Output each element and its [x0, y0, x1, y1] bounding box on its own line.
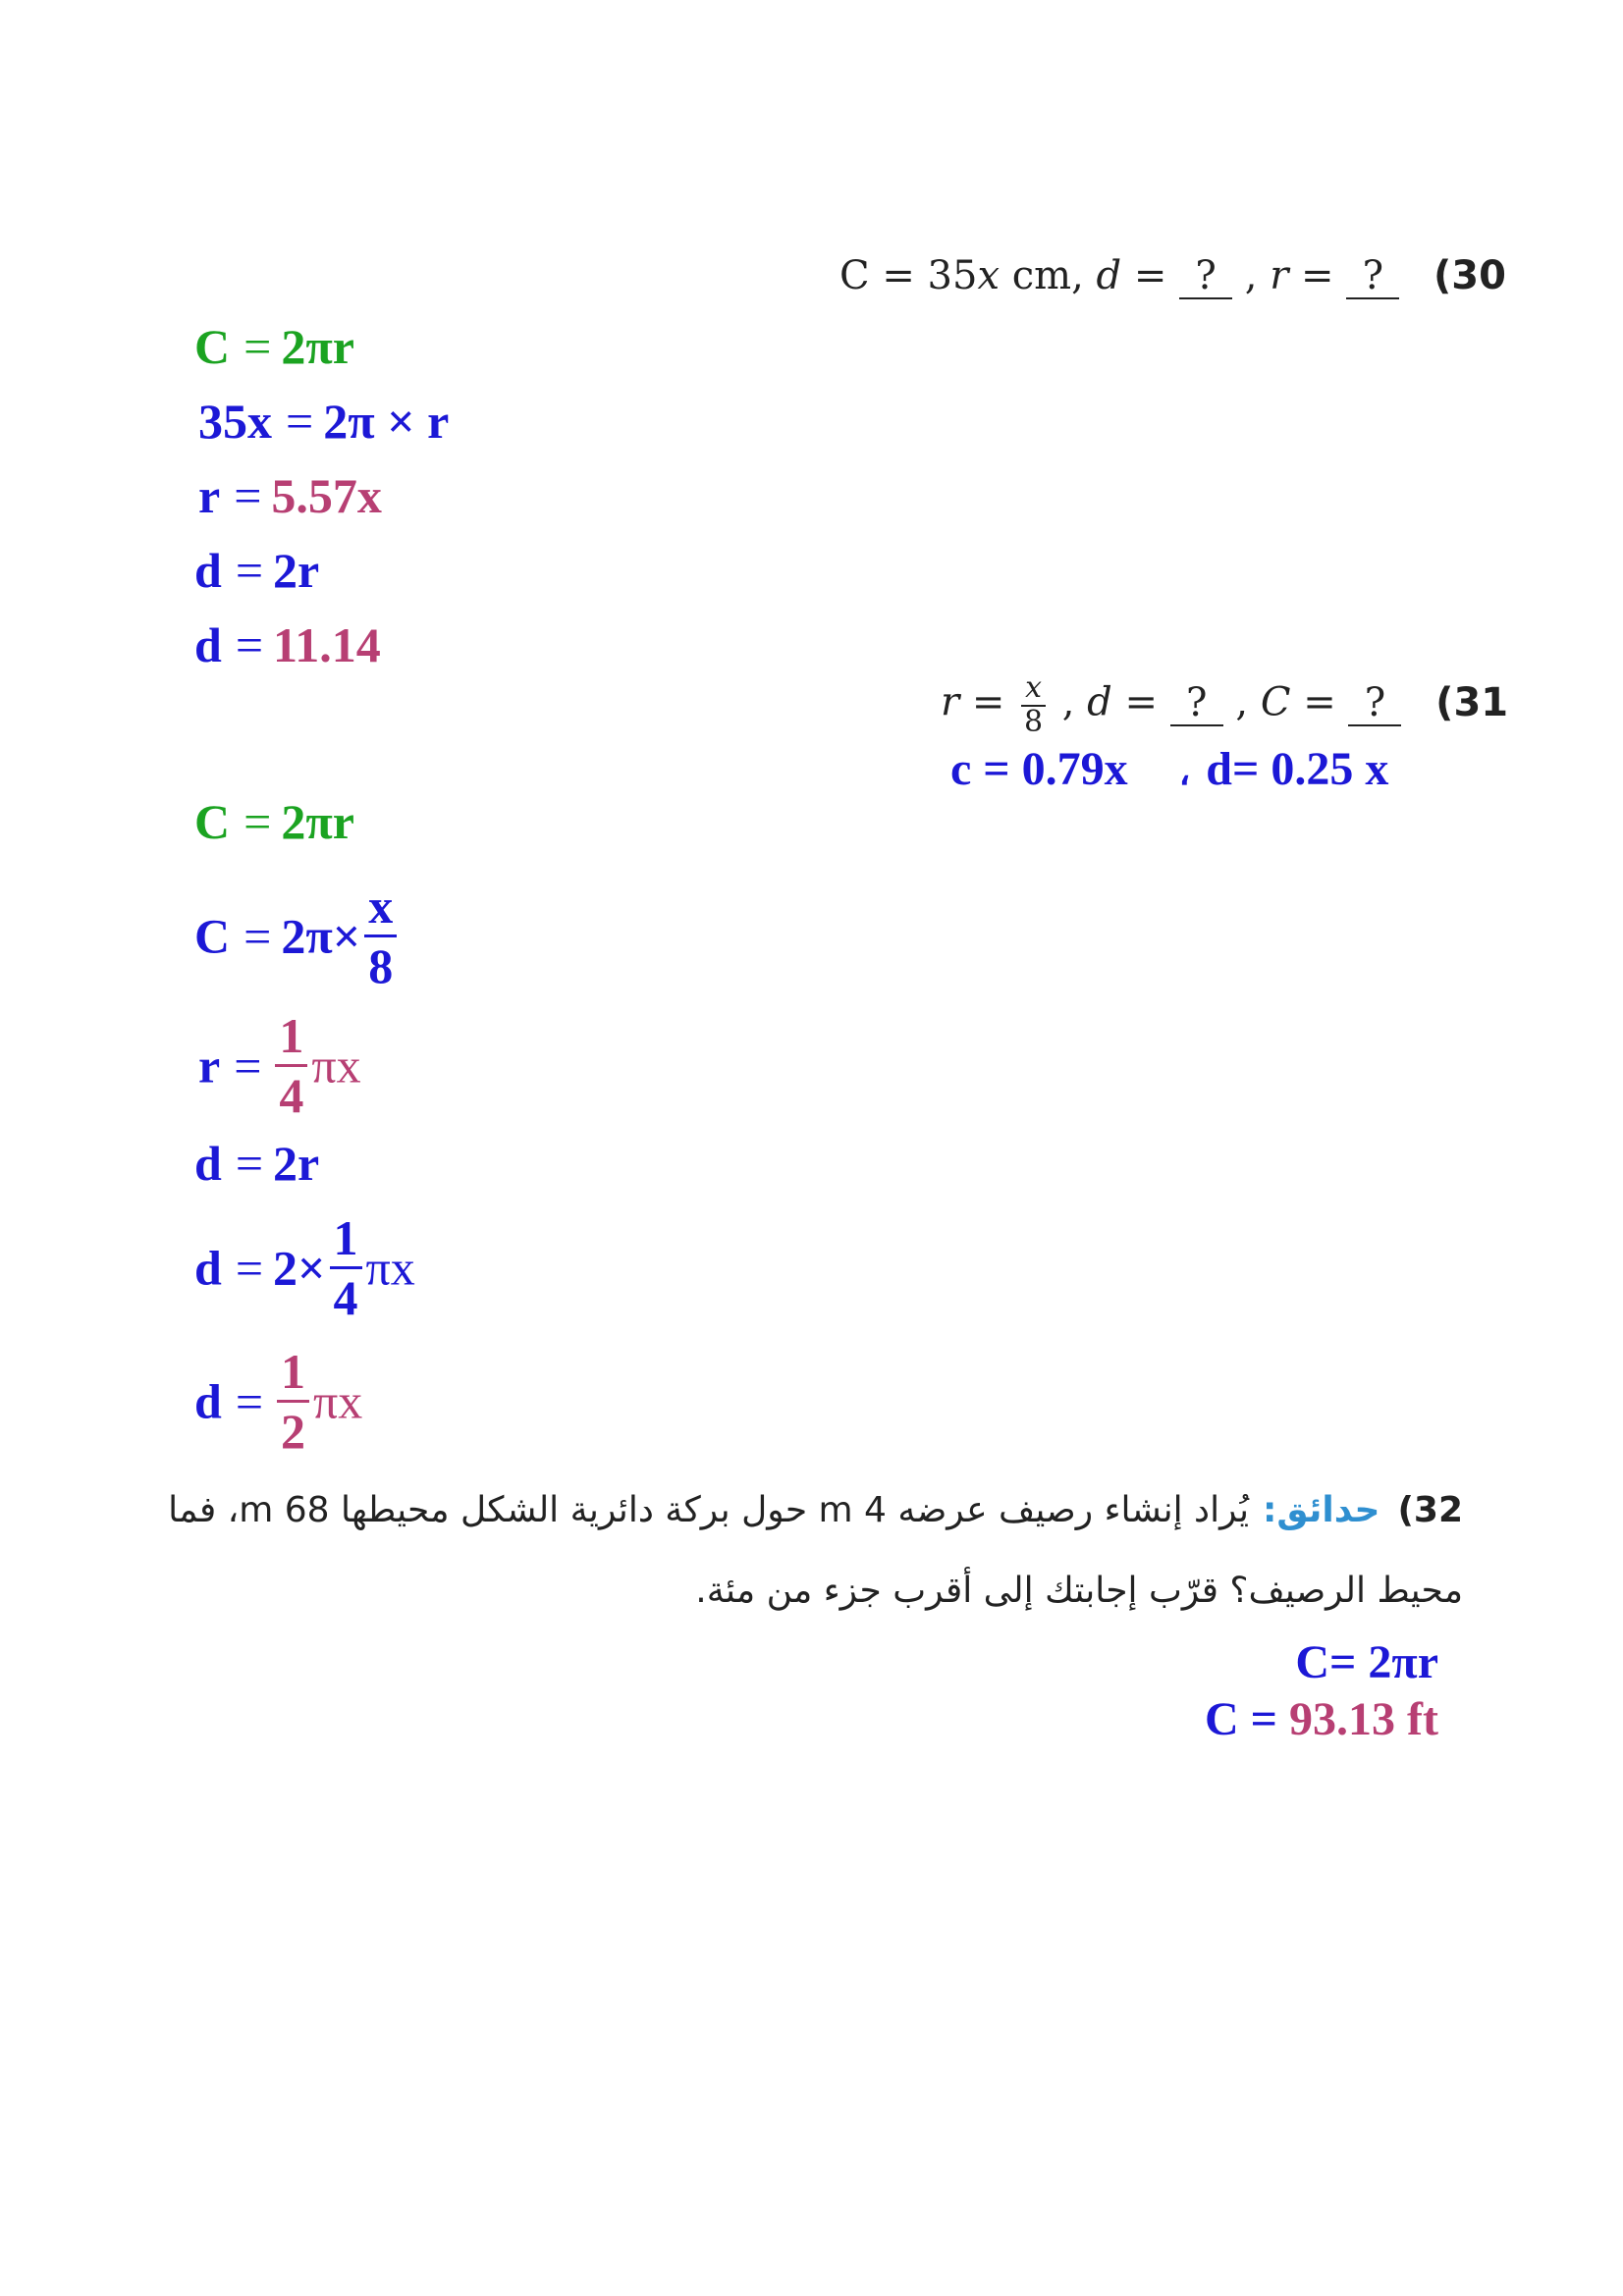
problem-30-r-label: r [1270, 253, 1289, 298]
s31-line-1: C = 2πr [194, 794, 354, 849]
problem-30-d-label: d [1096, 253, 1122, 298]
problem-31-c-label: C [1260, 679, 1291, 725]
problem-30-d-blank: ? [1179, 254, 1232, 299]
s30-line-3: r = 5.57x [198, 468, 382, 523]
problem-31-answer: c = 0.79x ، d= 0.25 x [950, 743, 1389, 795]
s32-answer: C = 93.13 ft [1205, 1693, 1438, 1745]
problem-32-number: 32) [1397, 1490, 1463, 1530]
s31-line-6: d = $\frac{1}{2}$ πx [194, 1344, 363, 1459]
problem-31-d-blank: ? [1170, 681, 1223, 726]
s31-line-3: r = $\frac{1}{4}$ πx [198, 1008, 361, 1123]
problem-31-c-blank: ? [1348, 681, 1401, 726]
problem-30-number: (30 [1434, 253, 1506, 298]
s31-fraction-1-over-2: $\frac{1}{2}$ [277, 1347, 309, 1456]
s31-fraction-1-over-4: $\frac{1}{4}$ [275, 1011, 307, 1120]
s30-line-1: C = 2πr [194, 319, 354, 374]
problem-30-r-blank: ? [1346, 254, 1399, 299]
problem-31-number: (31 [1435, 679, 1509, 725]
problem-30-circumference: C = 35 [839, 253, 978, 298]
problem-31-statement: r = $\frac{x}{8}$ , d = ? , C = ? (31 [941, 670, 1509, 739]
problem-31-fraction: $\frac{x}{8}$ [1021, 673, 1046, 737]
s30-line-5: d = 11.14 [194, 617, 381, 672]
problem-32-line-2: محيط الرصيف؟ قرّب إجابتك إلى أقرب جزء من مئة. [695, 1571, 1463, 1611]
s31-line-2: C = 2π× $\frac{x}{8}$ [194, 881, 401, 990]
problem-31-d-label: d [1087, 679, 1112, 725]
s31-fraction-x-over-8: $\frac{x}{8}$ [364, 881, 397, 990]
s32-formula: C= 2πr [1295, 1636, 1438, 1688]
s31-fraction-1-over-4-b: $\frac{1}{4}$ [330, 1213, 362, 1322]
s30-line-2: 35x = 2π × r [198, 394, 450, 449]
problem-32-keyword: حدائق: [1262, 1490, 1380, 1530]
s31-line-4: d = 2r [194, 1136, 320, 1191]
s30-line-4: d = 2r [194, 543, 320, 598]
problem-30-statement: C = 35x cm, d = ? , r = ? (30 [839, 253, 1506, 298]
problem-31-r-label: r [941, 679, 960, 725]
s31-line-5: d = 2× $\frac{1}{4}$ πx [194, 1210, 415, 1325]
problem-32-line-1: 32)حدائق:يُراد إنشاء رصيف عرضه 4 m حول بركة دائرية الشكل محيطها 68 m، فما [168, 1490, 1463, 1530]
